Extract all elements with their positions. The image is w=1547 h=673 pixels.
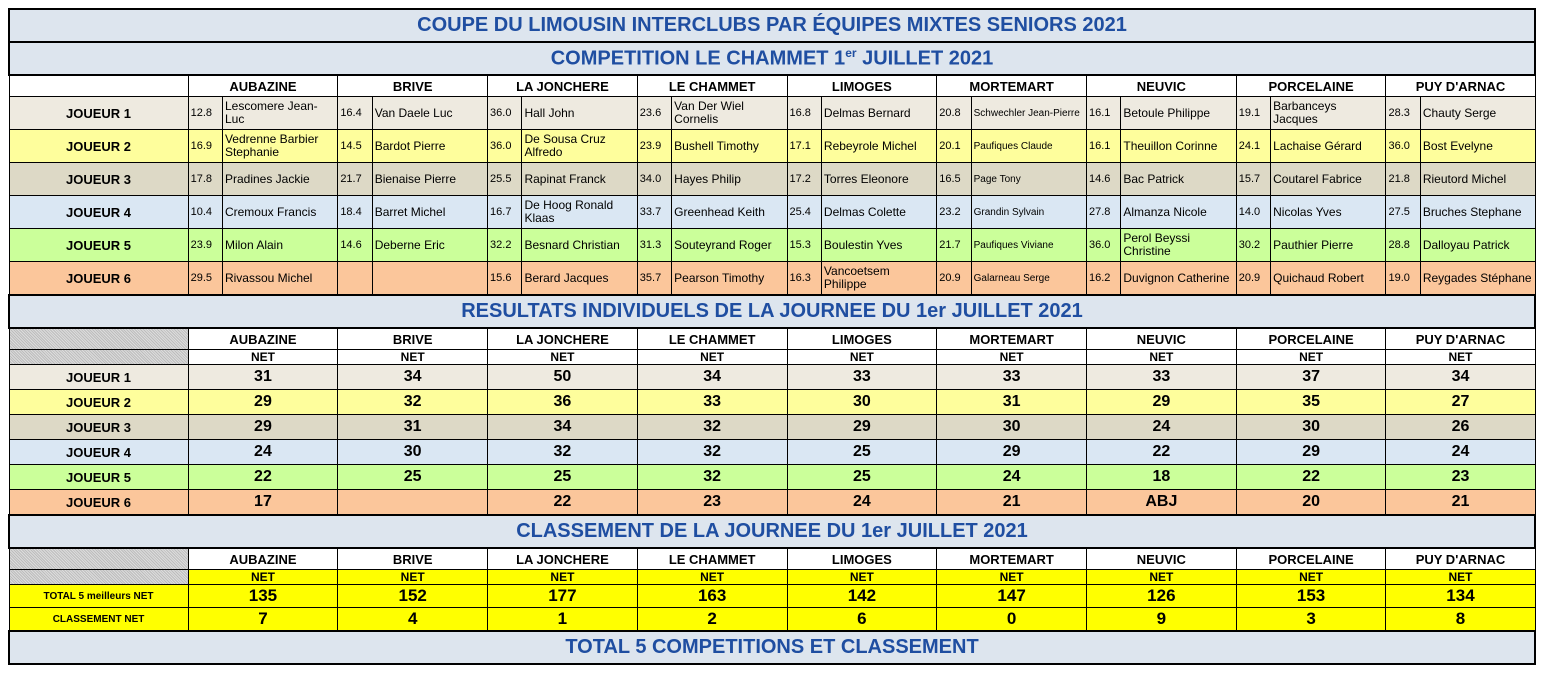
result-value: 25 bbox=[338, 465, 488, 490]
player-label: JOUEUR 1 bbox=[9, 97, 188, 130]
player-index: 16.2 bbox=[1086, 262, 1120, 296]
player-name: Berard Jacques bbox=[522, 262, 637, 296]
player-name bbox=[372, 262, 487, 296]
net-header: NET bbox=[937, 570, 1087, 585]
result-label: JOUEUR 3 bbox=[9, 415, 188, 440]
player-index: 23.2 bbox=[937, 196, 971, 229]
result-value: 29 bbox=[1086, 390, 1236, 415]
player-index: 16.1 bbox=[1086, 130, 1120, 163]
club-header-players: PORCELAINE bbox=[1236, 75, 1386, 97]
ranking-value: 9 bbox=[1086, 608, 1236, 632]
result-value: 34 bbox=[637, 365, 787, 390]
player-index: 14.0 bbox=[1236, 196, 1270, 229]
corner-cell bbox=[9, 75, 188, 97]
player-index: 27.8 bbox=[1086, 196, 1120, 229]
result-value: 30 bbox=[937, 415, 1087, 440]
result-row bbox=[9, 465, 1535, 490]
totals-value: 126 bbox=[1086, 585, 1236, 608]
result-label: JOUEUR 5 bbox=[9, 465, 188, 490]
player-index: 20.8 bbox=[937, 97, 971, 130]
player-index: 12.8 bbox=[188, 97, 222, 130]
player-index: 16.7 bbox=[488, 196, 522, 229]
corner-cell bbox=[9, 350, 188, 365]
player-name: Delmas Colette bbox=[821, 196, 936, 229]
player-name: Lachaise Gérard bbox=[1271, 130, 1386, 163]
ranking-row bbox=[9, 608, 1535, 632]
player-index: 35.7 bbox=[637, 262, 671, 296]
player-index: 36.0 bbox=[488, 97, 522, 130]
club-header-players: PUY D'ARNAC bbox=[1386, 75, 1535, 97]
result-value: 31 bbox=[188, 365, 338, 390]
player-index: 29.5 bbox=[188, 262, 222, 296]
net-header: NET bbox=[1086, 570, 1236, 585]
net-header: NET bbox=[1386, 570, 1535, 585]
player-index: 20.1 bbox=[937, 130, 971, 163]
player-name: De Sousa Cruz Alfredo bbox=[522, 130, 637, 163]
player-index: 17.1 bbox=[787, 130, 821, 163]
ranking-label: CLASSEMENT NET bbox=[9, 608, 188, 632]
player-index: 20.9 bbox=[937, 262, 971, 296]
player-index: 21.8 bbox=[1386, 163, 1420, 196]
result-value: 31 bbox=[338, 415, 488, 440]
player-name: Rivassou Michel bbox=[222, 262, 337, 296]
player-index: 23.9 bbox=[637, 130, 671, 163]
player-index: 25.5 bbox=[488, 163, 522, 196]
result-value: 50 bbox=[488, 365, 638, 390]
club-header-players: LA JONCHERE bbox=[488, 75, 638, 97]
player-name: Quichaud Robert bbox=[1271, 262, 1386, 296]
competition-title-text: COMPETITION LE CHAMMET 1 bbox=[550, 47, 846, 70]
club-header-ranking: BRIVE bbox=[338, 548, 488, 570]
player-name: Theuillon Corinne bbox=[1121, 130, 1236, 163]
results-title: RESULTATS INDIVIDUELS DE LA JOURNEE DU 1er JUILLET 2021 bbox=[9, 295, 1535, 328]
result-value: 29 bbox=[188, 390, 338, 415]
player-name: Nicolas Yves bbox=[1271, 196, 1386, 229]
player-index: 14.6 bbox=[338, 229, 372, 262]
result-value: 25 bbox=[787, 465, 937, 490]
player-index: 16.1 bbox=[1086, 97, 1120, 130]
player-name: Bost Evelyne bbox=[1420, 130, 1535, 163]
result-value: 21 bbox=[937, 490, 1087, 516]
player-name: Almanza Nicole bbox=[1121, 196, 1236, 229]
net-header: NET bbox=[188, 350, 338, 365]
club-header-results: BRIVE bbox=[338, 328, 488, 350]
result-value: 32 bbox=[637, 415, 787, 440]
totals-value: 177 bbox=[488, 585, 638, 608]
ranking-value: 0 bbox=[937, 608, 1087, 632]
player-name: Hayes Philip bbox=[672, 163, 787, 196]
player-name: Cremoux Francis bbox=[222, 196, 337, 229]
player-name: Perol Beyssi Christine bbox=[1121, 229, 1236, 262]
net-header: NET bbox=[1086, 350, 1236, 365]
player-name: Van Daele Luc bbox=[372, 97, 487, 130]
player-index: 21.7 bbox=[937, 229, 971, 262]
player-name: Milon Alain bbox=[222, 229, 337, 262]
player-name: Grandin Sylvain bbox=[971, 196, 1086, 229]
player-index: 19.1 bbox=[1236, 97, 1270, 130]
player-name: Paufiques Claude bbox=[971, 130, 1086, 163]
result-value: 24 bbox=[1086, 415, 1236, 440]
result-label: JOUEUR 4 bbox=[9, 440, 188, 465]
club-header-players: AUBAZINE bbox=[188, 75, 338, 97]
totals-value: 134 bbox=[1386, 585, 1535, 608]
result-value: 29 bbox=[188, 415, 338, 440]
net-header: NET bbox=[637, 570, 787, 585]
result-value: 30 bbox=[787, 390, 937, 415]
player-name: Hall John bbox=[522, 97, 637, 130]
player-index: 36.0 bbox=[1386, 130, 1420, 163]
player-index: 16.9 bbox=[188, 130, 222, 163]
result-value: 34 bbox=[488, 415, 638, 440]
result-value: 32 bbox=[637, 465, 787, 490]
result-value: 23 bbox=[637, 490, 787, 516]
club-header-players: LIMOGES bbox=[787, 75, 937, 97]
player-index: 21.7 bbox=[338, 163, 372, 196]
totals-label: TOTAL 5 meilleurs NET bbox=[9, 585, 188, 608]
club-header-ranking: LA JONCHERE bbox=[488, 548, 638, 570]
club-header-players: MORTEMART bbox=[937, 75, 1087, 97]
club-header-players: BRIVE bbox=[338, 75, 488, 97]
ranking-value: 7 bbox=[188, 608, 338, 632]
player-name: Chauty Serge bbox=[1420, 97, 1535, 130]
result-value: 33 bbox=[1086, 365, 1236, 390]
player-index: 27.5 bbox=[1386, 196, 1420, 229]
result-value: 26 bbox=[1386, 415, 1535, 440]
result-value: 17 bbox=[188, 490, 338, 516]
player-index: 14.6 bbox=[1086, 163, 1120, 196]
player-index: 14.5 bbox=[338, 130, 372, 163]
player-name: Bac Patrick bbox=[1121, 163, 1236, 196]
result-value: 25 bbox=[787, 440, 937, 465]
totals-value: 163 bbox=[637, 585, 787, 608]
player-index: 28.8 bbox=[1386, 229, 1420, 262]
result-value: 34 bbox=[338, 365, 488, 390]
player-index: 17.2 bbox=[787, 163, 821, 196]
result-value: 22 bbox=[488, 490, 638, 516]
result-row bbox=[9, 365, 1535, 390]
player-name: Rapinat Franck bbox=[522, 163, 637, 196]
ranking-value: 3 bbox=[1236, 608, 1386, 632]
result-value: 24 bbox=[188, 440, 338, 465]
player-name: Bardot Pierre bbox=[372, 130, 487, 163]
competition-title-suffix: JUILLET 2021 bbox=[856, 47, 994, 70]
player-name: Delmas Bernard bbox=[821, 97, 936, 130]
player-index bbox=[338, 262, 372, 296]
player-index: 17.8 bbox=[188, 163, 222, 196]
result-value: 31 bbox=[937, 390, 1087, 415]
ranking-value: 2 bbox=[637, 608, 787, 632]
result-value: 30 bbox=[1236, 415, 1386, 440]
player-name: Boulestin Yves bbox=[821, 229, 936, 262]
player-index: 15.6 bbox=[488, 262, 522, 296]
result-row bbox=[9, 490, 1535, 516]
player-index: 36.0 bbox=[1086, 229, 1120, 262]
player-row bbox=[9, 130, 1535, 163]
player-label: JOUEUR 4 bbox=[9, 196, 188, 229]
result-row bbox=[9, 390, 1535, 415]
club-header-ranking: PORCELAINE bbox=[1236, 548, 1386, 570]
player-name: De Hoog Ronald Klaas bbox=[522, 196, 637, 229]
player-row bbox=[9, 262, 1535, 296]
ranking-value: 8 bbox=[1386, 608, 1535, 632]
player-name: Van Der Wiel Cornelis bbox=[672, 97, 787, 130]
net-header: NET bbox=[338, 570, 488, 585]
player-index: 18.4 bbox=[338, 196, 372, 229]
club-header-results: PUY D'ARNAC bbox=[1386, 328, 1535, 350]
result-value: 33 bbox=[787, 365, 937, 390]
club-header-ranking: AUBAZINE bbox=[188, 548, 338, 570]
player-name: Rebeyrole Michel bbox=[821, 130, 936, 163]
result-value: 24 bbox=[1386, 440, 1535, 465]
player-label: JOUEUR 5 bbox=[9, 229, 188, 262]
player-index: 28.3 bbox=[1386, 97, 1420, 130]
player-index: 16.8 bbox=[787, 97, 821, 130]
net-header: NET bbox=[1236, 350, 1386, 365]
club-header-ranking: NEUVIC bbox=[1086, 548, 1236, 570]
result-value: 36 bbox=[488, 390, 638, 415]
footer-title: TOTAL 5 COMPETITIONS ET CLASSEMENT bbox=[9, 631, 1535, 664]
result-label: JOUEUR 2 bbox=[9, 390, 188, 415]
club-header-ranking: LIMOGES bbox=[787, 548, 937, 570]
corner-cell bbox=[9, 328, 188, 350]
player-index: 23.6 bbox=[637, 97, 671, 130]
result-value: 32 bbox=[338, 390, 488, 415]
player-name: Bienaise Pierre bbox=[372, 163, 487, 196]
result-value: 30 bbox=[338, 440, 488, 465]
net-header: NET bbox=[338, 350, 488, 365]
totals-value: 142 bbox=[787, 585, 937, 608]
player-index: 10.4 bbox=[188, 196, 222, 229]
net-header: NET bbox=[787, 350, 937, 365]
player-name: Besnard Christian bbox=[522, 229, 637, 262]
result-label: JOUEUR 1 bbox=[9, 365, 188, 390]
player-row bbox=[9, 163, 1535, 196]
result-value bbox=[338, 490, 488, 516]
player-name: Duvignon Catherine bbox=[1121, 262, 1236, 296]
player-label: JOUEUR 6 bbox=[9, 262, 188, 296]
player-name: Vedrenne Barbier Stephanie bbox=[222, 130, 337, 163]
result-value: 18 bbox=[1086, 465, 1236, 490]
ranking-value: 6 bbox=[787, 608, 937, 632]
ranking-value: 4 bbox=[338, 608, 488, 632]
player-name: Deberne Eric bbox=[372, 229, 487, 262]
player-index: 33.7 bbox=[637, 196, 671, 229]
net-header: NET bbox=[488, 350, 638, 365]
player-name: Pearson Timothy bbox=[672, 262, 787, 296]
page-title: COUPE DU LIMOUSIN INTERCLUBS PAR ÉQUIPES MIXTES SENIORS 2021 bbox=[9, 9, 1535, 42]
player-name: Paufiques Viviane bbox=[971, 229, 1086, 262]
club-header-ranking: LE CHAMMET bbox=[637, 548, 787, 570]
result-value: 24 bbox=[787, 490, 937, 516]
player-index: 23.9 bbox=[188, 229, 222, 262]
club-header-results: LIMOGES bbox=[787, 328, 937, 350]
club-header-players: NEUVIC bbox=[1086, 75, 1236, 97]
result-value: 37 bbox=[1236, 365, 1386, 390]
player-index: 32.2 bbox=[488, 229, 522, 262]
net-header: NET bbox=[1236, 570, 1386, 585]
net-header: NET bbox=[488, 570, 638, 585]
competition-title bbox=[9, 42, 1535, 75]
player-index: 31.3 bbox=[637, 229, 671, 262]
result-value: 22 bbox=[1086, 440, 1236, 465]
club-header-ranking: PUY D'ARNAC bbox=[1386, 548, 1535, 570]
player-name: Barret Michel bbox=[372, 196, 487, 229]
player-label: JOUEUR 3 bbox=[9, 163, 188, 196]
player-index: 16.4 bbox=[338, 97, 372, 130]
net-header: NET bbox=[787, 570, 937, 585]
player-index: 36.0 bbox=[488, 130, 522, 163]
player-name: Souteyrand Roger bbox=[672, 229, 787, 262]
net-header: NET bbox=[937, 350, 1087, 365]
result-value: 35 bbox=[1236, 390, 1386, 415]
result-value: 22 bbox=[1236, 465, 1386, 490]
result-value: 34 bbox=[1386, 365, 1535, 390]
net-header: NET bbox=[188, 570, 338, 585]
net-header: NET bbox=[637, 350, 787, 365]
ranking-title: CLASSEMENT DE LA JOURNEE DU 1er JUILLET 2021 bbox=[9, 515, 1535, 548]
player-row bbox=[9, 97, 1535, 130]
result-value: 21 bbox=[1386, 490, 1535, 516]
player-name: Bruches Stephane bbox=[1420, 196, 1535, 229]
player-name: Pauthier Pierre bbox=[1271, 229, 1386, 262]
player-index: 25.4 bbox=[787, 196, 821, 229]
result-value: 29 bbox=[937, 440, 1087, 465]
corner-cell bbox=[9, 548, 188, 570]
result-row bbox=[9, 415, 1535, 440]
player-name: Vancoetsem Philippe bbox=[821, 262, 936, 296]
club-header-results: LE CHAMMET bbox=[637, 328, 787, 350]
result-value: 29 bbox=[787, 415, 937, 440]
player-name: Betoule Philippe bbox=[1121, 97, 1236, 130]
result-row bbox=[9, 440, 1535, 465]
competition-title-sup: er bbox=[845, 46, 857, 61]
player-name: Dalloyau Patrick bbox=[1420, 229, 1535, 262]
result-value: ABJ bbox=[1086, 490, 1236, 516]
totals-row bbox=[9, 585, 1535, 608]
result-value: 23 bbox=[1386, 465, 1535, 490]
player-name: Galarneau Serge bbox=[971, 262, 1086, 296]
player-label: JOUEUR 2 bbox=[9, 130, 188, 163]
player-row bbox=[9, 196, 1535, 229]
player-index: 15.3 bbox=[787, 229, 821, 262]
result-value: 33 bbox=[637, 390, 787, 415]
player-index: 24.1 bbox=[1236, 130, 1270, 163]
player-index: 34.0 bbox=[637, 163, 671, 196]
player-name: Bushell Timothy bbox=[672, 130, 787, 163]
corner-cell bbox=[9, 570, 188, 585]
totals-value: 152 bbox=[338, 585, 488, 608]
player-name: Coutarel Fabrice bbox=[1271, 163, 1386, 196]
result-value: 22 bbox=[188, 465, 338, 490]
player-name: Pradines Jackie bbox=[222, 163, 337, 196]
player-index: 16.3 bbox=[787, 262, 821, 296]
club-header-players: LE CHAMMET bbox=[637, 75, 787, 97]
player-name: Barbanceys Jacques bbox=[1271, 97, 1386, 130]
club-header-results: AUBAZINE bbox=[188, 328, 338, 350]
player-name: Greenhead Keith bbox=[672, 196, 787, 229]
player-index: 19.0 bbox=[1386, 262, 1420, 296]
result-value: 32 bbox=[488, 440, 638, 465]
ranking-value: 1 bbox=[488, 608, 638, 632]
result-value: 32 bbox=[637, 440, 787, 465]
result-value: 25 bbox=[488, 465, 638, 490]
result-value: 33 bbox=[937, 365, 1087, 390]
totals-value: 147 bbox=[937, 585, 1087, 608]
player-name: Torres Eleonore bbox=[821, 163, 936, 196]
player-name: Reygades Stéphane bbox=[1420, 262, 1535, 296]
club-header-results: MORTEMART bbox=[937, 328, 1087, 350]
player-row bbox=[9, 229, 1535, 262]
totals-value: 153 bbox=[1236, 585, 1386, 608]
net-header: NET bbox=[1386, 350, 1535, 365]
player-name: Page Tony bbox=[971, 163, 1086, 196]
totals-value: 135 bbox=[188, 585, 338, 608]
player-name: Schwechler Jean-Pierre bbox=[971, 97, 1086, 130]
result-value: 27 bbox=[1386, 390, 1535, 415]
club-header-results: PORCELAINE bbox=[1236, 328, 1386, 350]
player-name: Lescomere Jean-Luc bbox=[222, 97, 337, 130]
player-index: 16.5 bbox=[937, 163, 971, 196]
player-index: 15.7 bbox=[1236, 163, 1270, 196]
result-value: 20 bbox=[1236, 490, 1386, 516]
result-value: 29 bbox=[1236, 440, 1386, 465]
club-header-results: NEUVIC bbox=[1086, 328, 1236, 350]
player-index: 30.2 bbox=[1236, 229, 1270, 262]
club-header-ranking: MORTEMART bbox=[937, 548, 1087, 570]
result-label: JOUEUR 6 bbox=[9, 490, 188, 516]
player-index: 20.9 bbox=[1236, 262, 1270, 296]
result-value: 24 bbox=[937, 465, 1087, 490]
results-sheet bbox=[8, 8, 1536, 665]
club-header-results: LA JONCHERE bbox=[488, 328, 638, 350]
player-name: Rieutord Michel bbox=[1420, 163, 1535, 196]
